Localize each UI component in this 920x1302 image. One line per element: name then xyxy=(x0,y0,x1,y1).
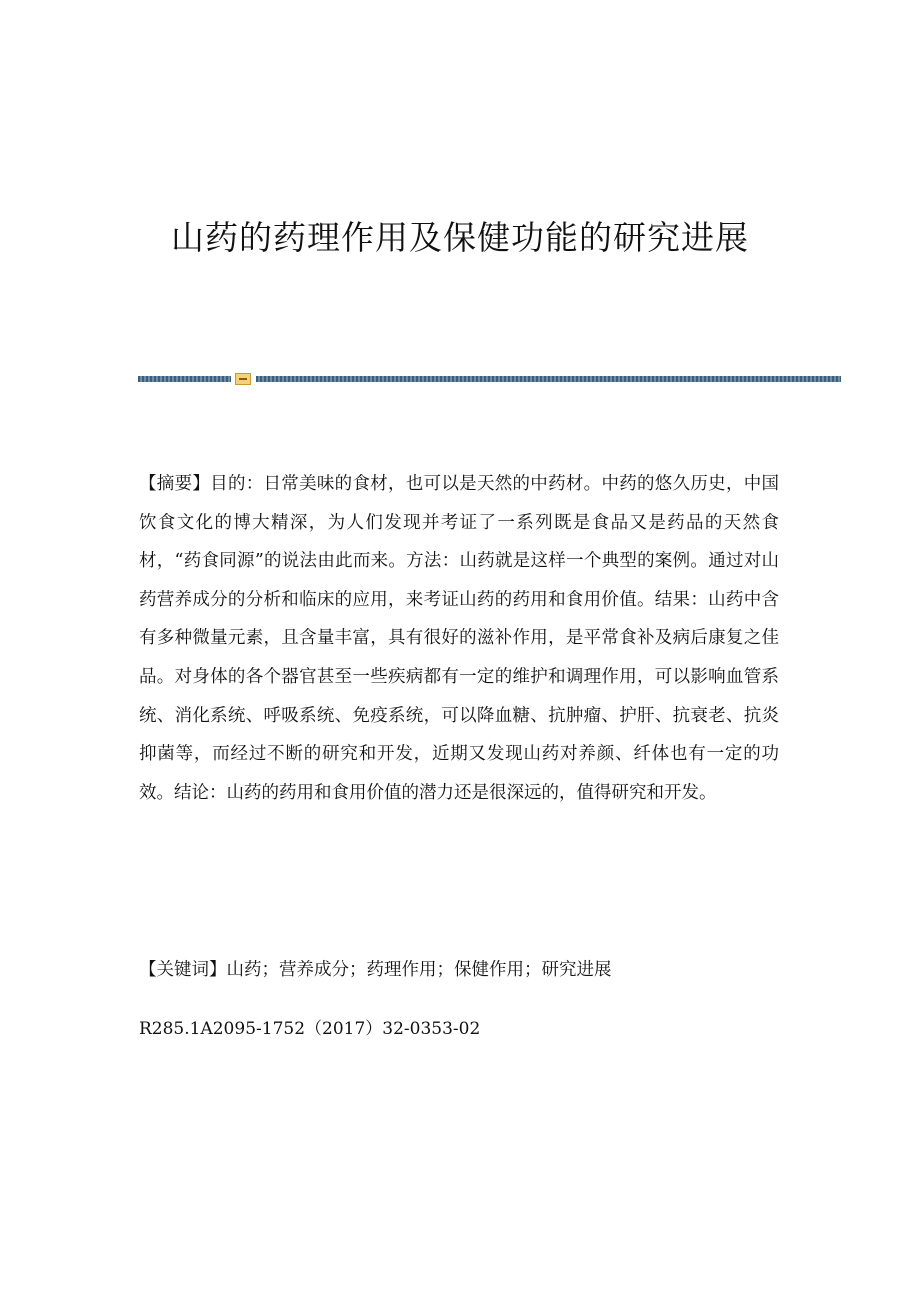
classification-code: R285.1A2095-1752（2017）32-0353-02 xyxy=(139,1019,481,1039)
document-title: 山药的药理作用及保健功能的研究进展 xyxy=(171,218,749,257)
keywords-paragraph xyxy=(139,955,779,985)
divider-ornament-icon xyxy=(235,373,251,385)
keywords-text: 山药；营养成分；药理作用；保健作用；研究进展 xyxy=(226,960,612,980)
abstract-label: 【摘要】 xyxy=(139,474,211,494)
divider-bar-left xyxy=(138,376,231,382)
abstract-text: 目的：日常美味的食材，也可以是天然的中药材。中药的悠久历史，中国饮食文化的博大精深，为人们发现并考证了一系列既是食品又是药品的天然食材，“药食同源”的说法由此而来。方法：山药就是这样一个典型的案例。通过对山药营养成分的分析和临床的应用，来考证山药的药用和食用价值。结果：山药中含有多种微量元素，且含量丰富，具有很好的滋补作用，是平常食补及病后康复之佳品。对身体的各个器官甚至一些疾病都有一定的维护和调理作用，可以影响血管系统、消化系统、呼吸系统、免疫系统，可以降血糖、抗肿瘤、护肝、抗衰老、抗炎抑菌等，而经过不断的研究和开发，近期又发现山药对养颜、纤体也有一定的功效。结论：山药的药用和食用价值的潜力还是很深远的，值得研究和开发。 xyxy=(139,474,780,803)
divider-bar-right xyxy=(256,376,841,382)
abstract-paragraph xyxy=(139,465,779,812)
keywords-label: 【关键词】 xyxy=(139,960,227,980)
title-divider xyxy=(138,373,841,385)
